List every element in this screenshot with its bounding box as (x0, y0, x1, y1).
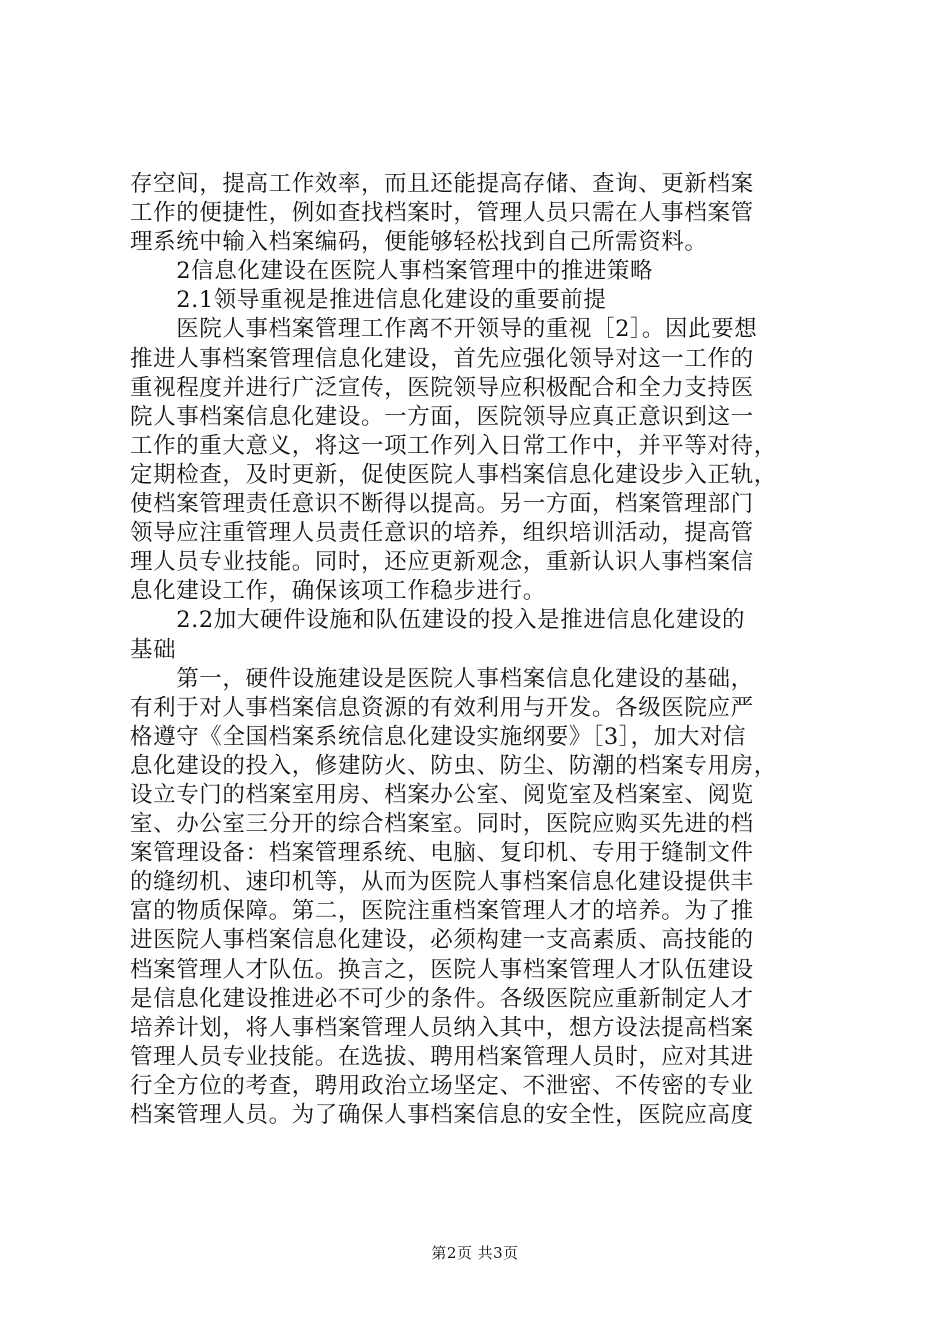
text-line: 2.1领导重视是推进信息化建设的重要前提 (130, 287, 607, 314)
text-line: 定期检查，及时更新，促使医院人事档案信息化建设步入正轨， (130, 461, 777, 488)
text-line: 医院人事档案管理工作离不开领导的重视［2］。因此要想 (130, 316, 758, 343)
text-line: 院人事档案信息化建设。一方面，医院领导应真正意识到这一 (130, 403, 754, 430)
text-line: 2.2加大硬件设施和队伍建设的投入是推进信息化建设的 (130, 607, 746, 634)
text-line: 基础 (130, 636, 177, 663)
page-footer: 第2页 共3页 (431, 1244, 519, 1262)
text-line: 息化建设的投入，修建防火、防虫、防尘、防潮的档案专用房， (130, 752, 777, 779)
text-line: 管理人员专业技能。在选拔、聘用档案管理人员时，应对其进 (130, 1043, 754, 1070)
text-line: 推进人事档案管理信息化建设，首先应强化领导对这一工作的 (130, 345, 754, 372)
text-line: 档案管理人才队伍。换言之，医院人事档案管理人才队伍建设 (130, 956, 754, 983)
text-line: 富的物质保障。第二，医院注重档案管理人才的培养。为了推 (130, 898, 754, 925)
text-line: 存空间，提高工作效率，而且还能提高存储、查询、更新档案 (130, 171, 754, 197)
text-line: 息化建设工作，确保该项工作稳步进行。 (130, 578, 546, 605)
text-line: 工作的重大意义，将这一项工作列入日常工作中，并平等对待， (130, 432, 777, 459)
text-line: 工作的便捷性，例如查找档案时，管理人员只需在人事档案管 (130, 200, 754, 227)
text-line: 行全方位的考查，聘用政治立场坚定、不泄密、不传密的专业 (130, 1072, 754, 1099)
text-line: 领导应注重管理人员责任意识的培养，组织培训活动，提高管 (130, 520, 754, 547)
text-line: 是信息化建设推进必不可少的条件。各级医院应重新制定人才 (130, 985, 754, 1012)
text-line: 理系统中输入档案编码，便能够轻松找到自己所需资料。 (130, 229, 708, 256)
text-line: 的缝纫机、速印机等，从而为医院人事档案信息化建设提供丰 (130, 869, 754, 896)
text-line: 重视程度并进行广泛宣传，医院领导应积极配合和全力支持医 (130, 374, 754, 401)
text-line: 档案管理人员。为了确保人事档案信息的安全性，医院应高度 (130, 1102, 754, 1128)
text-line: 格遵守《全国档案系统信息化建设实施纲要》［3］，加大对信 (130, 723, 747, 750)
text-line: 2信息化建设在医院人事档案管理中的推进策略 (130, 258, 654, 285)
text-line: 进医院人事档案信息化建设，必须构建一支高素质、高技能的 (130, 927, 754, 954)
text-line: 案管理设备：档案管理系统、电脑、复印机、专用于缝制文件 (130, 840, 754, 867)
text-line: 培养计划，将人事档案管理人员纳入其中，想方设法提高档案 (130, 1014, 754, 1041)
text-line: 第一，硬件设施建设是医院人事档案信息化建设的基础， (130, 665, 754, 692)
text-line: 设立专门的档案室用房、档案办公室、阅览室及档案室、阅览 (130, 781, 754, 808)
text-line: 有利于对人事档案信息资源的有效利用与开发。各级医院应严 (130, 694, 754, 721)
text-line: 理人员专业技能。同时，还应更新观念，重新认识人事档案信 (130, 549, 754, 576)
document-body (130, 170, 830, 1130)
text-line: 室、办公室三分开的综合档案室。同时，医院应购买先进的档 (130, 811, 754, 838)
text-line: 使档案管理责任意识不断得以提高。另一方面，档案管理部门 (130, 491, 754, 518)
